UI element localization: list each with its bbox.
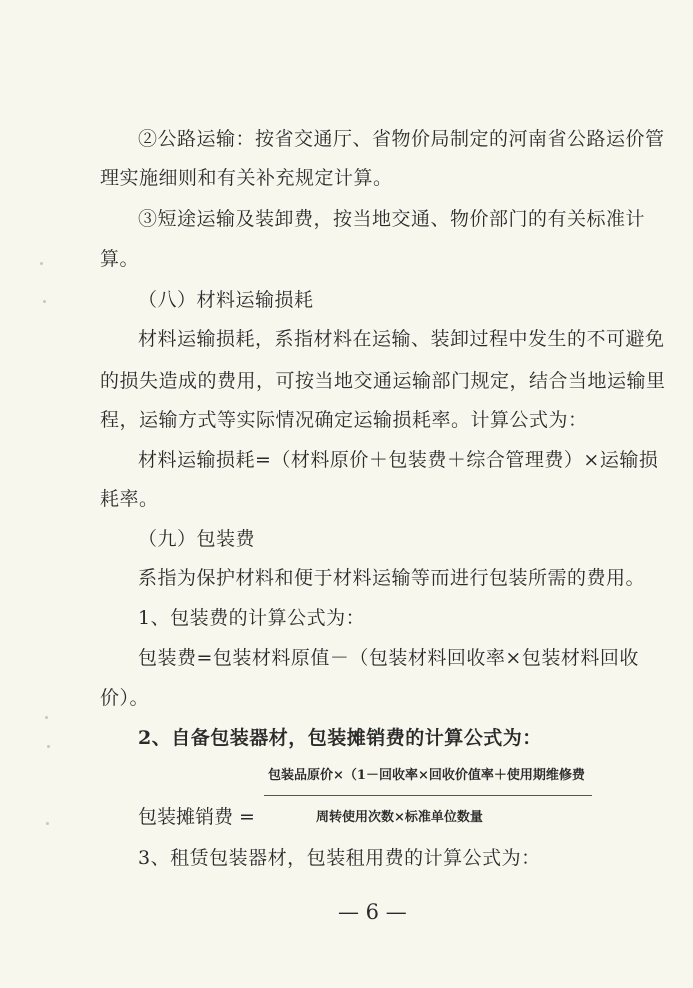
formula-packaging-fee-cont: 价）。 [100,687,150,709]
section-heading-packaging: （九）包装费 [138,528,256,550]
paragraph-road-transport-cont: 理实施细则和有关补充规定计算。 [100,167,393,189]
scan-speck [40,262,43,265]
paragraph-packaging-def: 系指为保护材料和便于材料运输等而进行包装所需的费用。 [138,567,646,589]
paragraph-transport-loss-cont1: 的损失造成的费用，可按当地交通运输部门规定，结合当地运输里 [100,370,666,392]
formula-transport-loss-cont: 耗率。 [100,488,159,510]
paragraph-short-transport-cont: 算。 [100,248,140,270]
formula-transport-loss: 材料运输损耗=（材料原价＋包装费＋综合管理费）×运输损 [138,449,659,471]
formula-denominator: 周转使用次数×标准单位数量 [316,810,483,825]
formula-fraction-bar [264,795,592,796]
page-number: — 6 — [338,900,407,924]
formula-lhs: 包装摊销费 = [138,806,255,828]
scan-speck [45,716,48,719]
section-heading-transport-loss: （八）材料运输损耗 [138,289,314,311]
packaging-item-3: 3、租赁包装器材，包装租用费的计算公式为： [138,847,541,869]
packaging-item-2: 2、自备包装器材，包装摊销费的计算公式为： [138,727,542,749]
packaging-item-1: 1、包装费的计算公式为： [138,607,366,629]
scan-speck [46,822,49,825]
scan-speck [47,745,50,748]
paragraph-road-transport: ②公路运输：按省交通厅、省物价局制定的河南省公路运价管 [138,128,665,150]
formula-packaging-fee: 包装费=包装材料原值－（包装材料回收率×包装材料回收 [138,647,639,669]
scan-speck [43,300,46,303]
paragraph-transport-loss: 材料运输损耗，系指材料在运输、装卸过程中发生的不可避免 [138,328,665,350]
paragraph-short-transport: ③短途运输及装卸费，按当地交通、物价部门的有关标准计 [138,208,646,230]
paragraph-transport-loss-cont2: 程，运输方式等实际情况确定运输损耗率。计算公式为： [100,409,588,431]
formula-numerator: 包装品原价×（1－回收率×回收价值率＋使用期维修费 [268,768,585,783]
